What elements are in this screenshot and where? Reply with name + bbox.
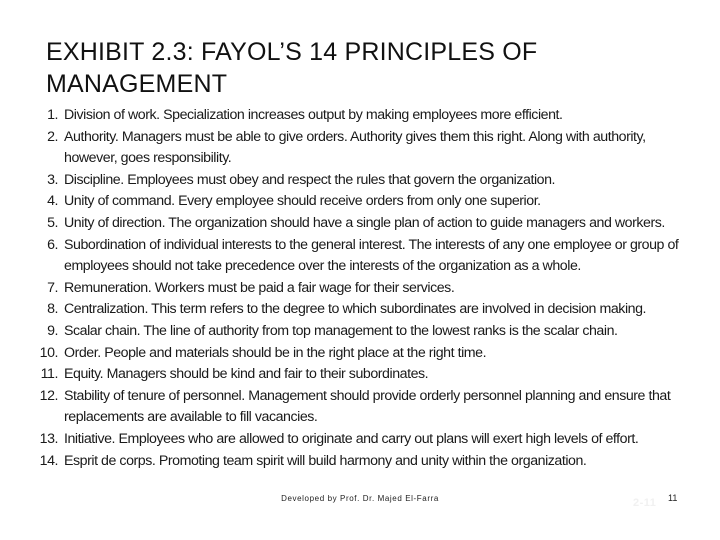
- principle-item: [30, 213, 700, 235]
- principle-text: Authority. Managers must be able to give orders. Authority gives them this right. Along with authority, however, goes responsibility.: [64, 128, 646, 167]
- principle-item: [30, 191, 700, 213]
- principle-number: 10.: [39, 344, 58, 361]
- principle-item: [30, 170, 700, 192]
- principle-text: Esprit de corps. Promoting team spirit will build harmony and unity within the organization.: [64, 452, 587, 469]
- principle-text: Order. People and materials should be in the right place at the right time.: [64, 344, 487, 361]
- principle-text: Initiative. Employees who are allowed to originate and carry out plans will exert high levels of effort.: [64, 430, 639, 447]
- principle-text: Remuneration. Workers must be paid a fair wage for their services.: [64, 279, 455, 296]
- principle-number: 6.: [47, 236, 58, 253]
- principle-item: [30, 343, 700, 365]
- principle-text: Scalar chain. The line of authority from top management to the lowest ranks is the scalar chain.: [64, 322, 618, 339]
- principle-text: Centralization. This term refers to the degree to which subordinates are involved in decision making.: [64, 301, 647, 318]
- principle-text: Division of work. Specialization increases output by making employees more efficient.: [64, 107, 563, 123]
- principle-item: [30, 364, 700, 386]
- slide-title-line-2: MANAGEMENT: [46, 70, 228, 98]
- principle-item: [30, 235, 700, 278]
- principle-item: [30, 299, 700, 321]
- principle-text: Equity. Managers should be kind and fair to their subordinates.: [64, 366, 429, 383]
- slide-title-line-1: EXHIBIT 2.3: FAYOL’S 14 PRINCIPLES OF: [46, 38, 538, 66]
- principle-item: [30, 127, 700, 170]
- footer-credit: Developed by Prof. Dr. Majed El-Farra: [281, 494, 439, 503]
- principle-item: [30, 321, 700, 343]
- slide-title: [46, 36, 686, 100]
- principle-number: 4.: [47, 193, 58, 210]
- principle-number: 12.: [39, 387, 58, 404]
- principle-number: 13.: [39, 430, 58, 447]
- principle-text: Discipline. Employees must obey and respect the rules that govern the organization.: [64, 171, 556, 188]
- principle-number: 9.: [47, 322, 58, 339]
- ghost-slide-label: 2-11: [633, 497, 657, 509]
- principle-number: 11.: [40, 366, 58, 383]
- principle-item: [30, 429, 700, 451]
- principle-item: [30, 278, 700, 300]
- principle-item: [30, 105, 700, 127]
- principles-list: [30, 105, 700, 472]
- principle-text: Stability of tenure of personnel. Management should provide orderly personnel planning and ensure that replacements are available to fill vacancies.: [64, 387, 671, 426]
- principle-number: 2.: [47, 128, 58, 145]
- principle-number: 8.: [47, 301, 58, 318]
- principle-item: [30, 386, 700, 429]
- principle-number: 14.: [39, 452, 58, 469]
- slide-number: 11: [668, 493, 678, 503]
- principle-text: Unity of direction. The organization should have a single plan of action to guide managers and workers.: [64, 214, 665, 231]
- principle-number: 5.: [47, 214, 58, 231]
- principle-text: Subordination of individual interests to the general interest. The interests of any one employee or group of employees should not take precedence over the interests of the organization as a whole.: [64, 236, 679, 275]
- principle-number: 7.: [47, 279, 58, 296]
- principle-item: [30, 451, 700, 473]
- principle-text: Unity of command. Every employee should receive orders from only one superior.: [64, 193, 541, 210]
- principle-number: 3.: [47, 171, 58, 188]
- principle-number: 1.: [47, 107, 58, 123]
